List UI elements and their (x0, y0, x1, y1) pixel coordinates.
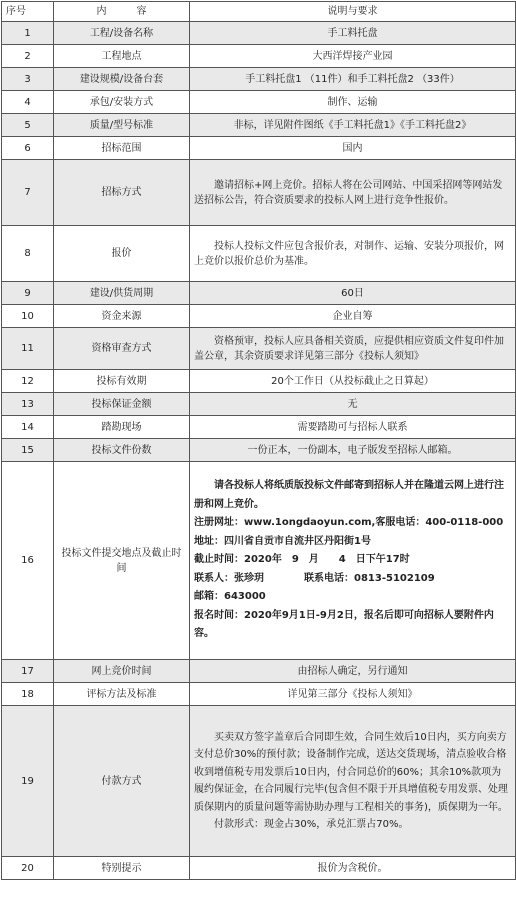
row-no: 8 (2, 226, 54, 282)
row-no: 12 (2, 370, 54, 393)
row-item: 付款方式 (54, 706, 190, 857)
row-desc: 手工料托盘1 （11件）和手工料托盘2 （33件） (190, 68, 516, 91)
row-no: 2 (2, 45, 54, 68)
table-row (2, 282, 516, 305)
row-no: 10 (2, 305, 54, 328)
row-item: 招标范围 (54, 137, 190, 160)
row-no: 3 (2, 68, 54, 91)
row-no: 20 (2, 857, 54, 880)
row-item: 踏勘现场 (54, 416, 190, 439)
bid-requirements-table (1, 1, 516, 880)
row-no: 17 (2, 660, 54, 683)
row-item: 投标文件提交地点及截止时间 (54, 462, 190, 660)
table-header-row (2, 2, 516, 22)
row-item: 质量/型号标准 (54, 114, 190, 137)
table-row (2, 91, 516, 114)
table-row (2, 462, 516, 660)
row-desc: 无 (190, 393, 516, 416)
row-item: 评标方法及标准 (54, 683, 190, 706)
row-item: 投标文件份数 (54, 439, 190, 462)
row-no: 6 (2, 137, 54, 160)
row-desc: 由招标人确定，另行通知 (190, 660, 516, 683)
table-row (2, 68, 516, 91)
row-desc: 国内 (190, 137, 516, 160)
row-desc: 手工料托盘 (190, 22, 516, 45)
row-item: 报价 (54, 226, 190, 282)
row-no: 13 (2, 393, 54, 416)
row-desc: 邀请招标+网上竞价。招标人将在公司网站、中国采招网等网站发送招标公告，符合资质要求的投标人网上进行竞争性报价。 (190, 160, 516, 226)
row-desc-payment (190, 706, 516, 857)
row-no: 11 (2, 328, 54, 370)
row-desc-submission (190, 462, 516, 660)
table-row (2, 370, 516, 393)
row-item: 工程/设备名称 (54, 22, 190, 45)
row-item: 网上竞价时间 (54, 660, 190, 683)
row-desc: 60日 (190, 282, 516, 305)
submission-line: 截止时间：2020年 9 月 4 日下午17时 (194, 554, 410, 566)
table-row (2, 114, 516, 137)
header-no: 序号 (2, 2, 54, 22)
row-item: 投标有效期 (54, 370, 190, 393)
row-desc: 报价为含税价。 (190, 857, 516, 880)
row-desc: 大西洋焊接产业园 (190, 45, 516, 68)
payment-line: 付款形式：现金占30%，承兑汇票占70%。 (214, 819, 409, 830)
row-item: 建设规模/设备台套 (54, 68, 190, 91)
row-no: 15 (2, 439, 54, 462)
header-content: 内 容 (54, 2, 190, 22)
row-item: 建设/供货周期 (54, 282, 190, 305)
row-no: 1 (2, 22, 54, 45)
row-item: 工程地点 (54, 45, 190, 68)
submission-line: 报名时间：2020年9月1日-9月2日，报名后即可向招标人要附件内容。 (194, 609, 494, 640)
table-row (2, 45, 516, 68)
table-row (2, 226, 516, 282)
submission-line: 邮箱：643000 (194, 591, 266, 603)
table-row (2, 416, 516, 439)
row-desc: 20个工作日（从投标截止之日算起） (190, 370, 516, 393)
row-no: 19 (2, 706, 54, 857)
table-row (2, 683, 516, 706)
table-row (2, 328, 516, 370)
row-no: 14 (2, 416, 54, 439)
table-row (2, 660, 516, 683)
row-no: 4 (2, 91, 54, 114)
row-desc: 非标，详见附件图纸《手工料托盘1》《手工料托盘2》 (190, 114, 516, 137)
row-item: 投标保证金额 (54, 393, 190, 416)
row-no: 16 (2, 462, 54, 660)
table-row (2, 22, 516, 45)
table-row (2, 393, 516, 416)
table-row (2, 160, 516, 226)
row-desc: 制作、运输 (190, 91, 516, 114)
row-item: 招标方式 (54, 160, 190, 226)
row-desc: 详见第三部分《投标人须知》 (190, 683, 516, 706)
table-row (2, 706, 516, 857)
row-desc: 需要踏勘可与招标人联系 (190, 416, 516, 439)
submission-line: 注册网址：www.1ongdaoyun.com,客服电话：400-0118-000地址：四川省自贡市自流井区丹阳街1号 (194, 517, 504, 547)
row-desc: 一份正本，一份副本，电子版发至招标人邮箱。 (190, 439, 516, 462)
row-no: 18 (2, 683, 54, 706)
row-no: 9 (2, 282, 54, 305)
submission-line: 请各投标人将纸质版投标文件邮寄到招标人并在隆道云网上进行注册和网上竞价。 (194, 480, 504, 510)
row-item: 特别提示 (54, 857, 190, 880)
row-item: 资金来源 (54, 305, 190, 328)
table-row (2, 439, 516, 462)
row-item: 资格审查方式 (54, 328, 190, 370)
payment-line: 买卖双方签字盖章后合同即生效，合同生效后10日内，买方向卖方支付总价30%的预付款；设备制作完成，送达交货现场，清点验收合格收到增值税专用发票后10日内，付合同总价的60%；其余10%款项为履约保证金，在合同履行完毕(包含但不限于开具增值税专用发票、处理质保期内的质量问题等需协助办理与工程相关的事务)，质保期为一年。 (194, 731, 508, 813)
table-row (2, 305, 516, 328)
row-no: 7 (2, 160, 54, 226)
row-no: 5 (2, 114, 54, 137)
row-desc: 企业自筹 (190, 305, 516, 328)
row-desc: 资格预审，投标人应具备相关资质，应提供相应资质文件复印件加盖公章，其余资质要求详见第三部分《投标人须知》 (190, 328, 516, 370)
header-desc: 说明与要求 (190, 2, 516, 22)
submission-line: 联系人：张珍玥 联系电话：0813-5102109 (194, 572, 435, 584)
row-item: 承包/安装方式 (54, 91, 190, 114)
table-row (2, 137, 516, 160)
row-desc: 投标人投标文件应包含报价表，对制作、运输、安装分项报价，网上竞价以报价总价为基准。 (190, 226, 516, 282)
table-row (2, 857, 516, 880)
